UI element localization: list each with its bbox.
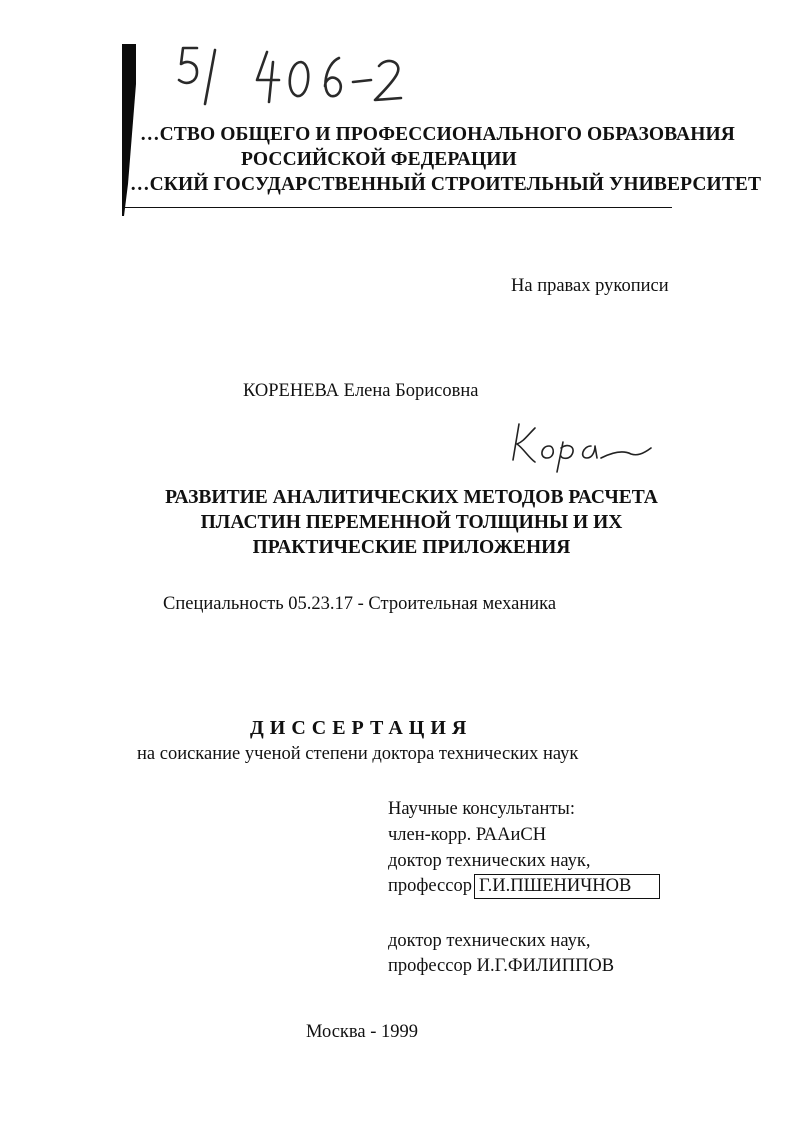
federation-line: РОССИЙСКОЙ ФЕДЕРАЦИИ (241, 149, 517, 170)
consultant-2-title: профессор И.Г.ФИЛИППОВ (388, 956, 615, 976)
manuscript-note: На правах рукописи (511, 276, 669, 296)
handwritten-archive-mark (175, 40, 415, 120)
consultant-1-rank: член-корр. РААиСН (388, 825, 547, 845)
title-line-3: ПРАКТИЧЕСКИЕ ПРИЛОЖЕНИЯ (252, 537, 571, 558)
consultant-1-name-box: Г.И.ПШЕНИЧНОВ (474, 874, 660, 899)
consultant-2-degree: доктор технических наук, (388, 931, 591, 951)
university-line: …СКИЙ ГОСУДАРСТВЕННЫЙ СТРОИТЕЛЬНЫЙ УНИВЕРСИТЕТ (130, 174, 762, 195)
specialty: Специальность 05.23.17 - Строительная механика (163, 594, 557, 614)
ministry-line: …СТВО ОБЩЕГО И ПРОФЕССИОНАЛЬНОГО ОБРАЗОВАНИЯ (140, 124, 735, 145)
title-line-1: РАЗВИТИЕ АНАЛИТИЧЕСКИХ МЕТОДОВ РАСЧЕТА (165, 487, 658, 508)
consultant-1-prefix: профессор (388, 876, 472, 896)
consultants-heading: Научные консультанты: (388, 799, 575, 819)
title-line-2: ПЛАСТИН ПЕРЕМЕННОЙ ТОЛЩИНЫ И ИХ (200, 512, 623, 533)
place-year: Москва - 1999 (306, 1022, 419, 1042)
consultant-1-degree: доктор технических наук, (388, 851, 591, 871)
author-name: КОРЕНЕВА Елена Борисовна (243, 381, 479, 401)
handwritten-signature (505, 418, 655, 473)
dissertation-subtitle: на соискание ученой степени доктора технических наук (137, 744, 579, 764)
dissertation-heading: ДИССЕРТАЦИЯ (250, 717, 473, 739)
header-rule (124, 207, 672, 208)
consultant-1-title (388, 874, 660, 899)
